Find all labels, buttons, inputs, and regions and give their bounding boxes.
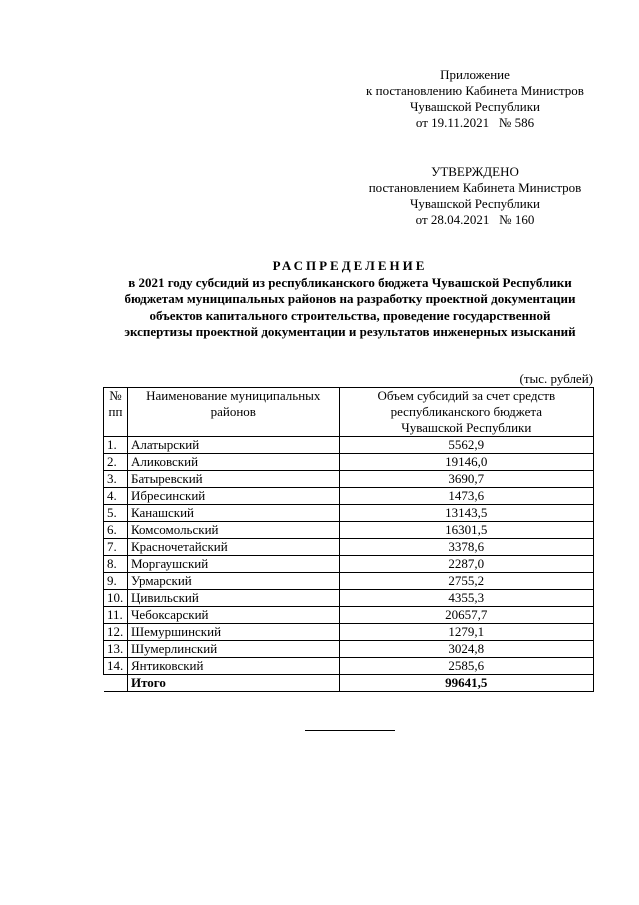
- row-value: 2755,2: [339, 573, 593, 590]
- header-num: [104, 388, 128, 437]
- appendix-line: от 19.11.2021 № 586: [415, 115, 535, 130]
- table-total-row: [104, 675, 594, 692]
- row-num: 8.: [104, 556, 128, 573]
- row-value: 1279,1: [339, 624, 593, 641]
- header-name-line: Наименование муниципальных: [146, 388, 321, 403]
- row-num: 6.: [104, 522, 128, 539]
- table-header-row: [104, 388, 594, 437]
- total-value: 99641,5: [339, 675, 593, 692]
- header-num-line: пп: [108, 404, 123, 419]
- row-value: 16301,5: [339, 522, 593, 539]
- table-row: [104, 556, 594, 573]
- row-name: Урмарский: [127, 573, 339, 590]
- table-row: [104, 590, 594, 607]
- row-value: 20657,7: [339, 607, 593, 624]
- row-name: Янтиковский: [127, 658, 339, 675]
- row-value: 13143,5: [339, 505, 593, 522]
- row-value: 2287,0: [339, 556, 593, 573]
- header-value-line: Объем субсидий за счет средств: [377, 388, 556, 403]
- appendix-header: [350, 67, 600, 131]
- row-value: 4355,3: [339, 590, 593, 607]
- row-name: Батыревский: [127, 471, 339, 488]
- row-value: 3378,6: [339, 539, 593, 556]
- row-num: 10.: [104, 590, 128, 607]
- header-num-line: №: [109, 388, 122, 403]
- appendix-line: Чувашской Республики: [409, 99, 541, 114]
- row-value: 2585,6: [339, 658, 593, 675]
- appendix-line: к постановлению Кабинета Министров: [366, 83, 584, 98]
- table-row: [104, 607, 594, 624]
- header-value-line: республиканского бюджета: [390, 404, 542, 419]
- row-num: 4.: [104, 488, 128, 505]
- table-row: [104, 624, 594, 641]
- row-value: 1473,6: [339, 488, 593, 505]
- row-num: 9.: [104, 573, 128, 590]
- row-num: 3.: [104, 471, 128, 488]
- table-row: [104, 437, 594, 454]
- title-line: бюджетам муниципальных районов на разработку проектной документации: [124, 291, 576, 306]
- header-value: [339, 388, 593, 437]
- row-name: Шемуршинский: [127, 624, 339, 641]
- row-name: Комсомольский: [127, 522, 339, 539]
- header-name-line: районов: [210, 404, 256, 419]
- row-name: Красночетайский: [127, 539, 339, 556]
- table-row: [104, 539, 594, 556]
- total-label: Итого: [127, 675, 339, 692]
- header-value-line: Чувашской Республики: [401, 420, 532, 435]
- table-row: [104, 505, 594, 522]
- header-name: [127, 388, 339, 437]
- title-line: объектов капитального строительства, проведение государственной: [149, 307, 551, 323]
- row-num: 7.: [104, 539, 128, 556]
- row-num: 11.: [104, 607, 128, 624]
- subsidy-table: [103, 387, 594, 692]
- table-row: [104, 488, 594, 505]
- table-row: [104, 454, 594, 471]
- approved-line: Чувашской Республики: [409, 196, 541, 211]
- table-row: [104, 471, 594, 488]
- row-num: 2.: [104, 454, 128, 471]
- row-value: 5562,9: [339, 437, 593, 454]
- appendix-line: Приложение: [440, 67, 510, 82]
- table-row: [104, 641, 594, 658]
- approved-line: постановлением Кабинета Министров: [368, 180, 582, 195]
- row-name: Цивильский: [127, 590, 339, 607]
- row-name: Моргаушский: [127, 556, 339, 573]
- units-label: (тыс. рублей): [519, 371, 593, 386]
- separator-line: [305, 730, 395, 731]
- document-title: [95, 258, 605, 341]
- row-name: Шумерлинский: [127, 641, 339, 658]
- row-name: Ибресинский: [127, 488, 339, 505]
- row-name: Алатырский: [127, 437, 339, 454]
- title-heading: РАСПРЕДЕЛЕНИЕ: [272, 258, 428, 273]
- table-row: [104, 658, 594, 675]
- table-row: [104, 522, 594, 539]
- row-value: 3690,7: [339, 471, 593, 488]
- row-num: 14.: [104, 658, 128, 675]
- row-value: 19146,0: [339, 454, 593, 471]
- table-row: [104, 573, 594, 590]
- row-num: 13.: [104, 641, 128, 658]
- approved-line: УТВЕРЖДЕНО: [431, 164, 519, 179]
- row-name: Аликовский: [127, 454, 339, 471]
- approved-line: от 28.04.2021 № 160: [415, 212, 535, 227]
- title-line: экспертизы проектной документации и результатов инженерных изысканий: [124, 324, 576, 339]
- row-num: 5.: [104, 505, 128, 522]
- row-num: 12.: [104, 624, 128, 641]
- row-name: Канашский: [127, 505, 339, 522]
- row-value: 3024,8: [339, 641, 593, 658]
- total-num: [104, 675, 128, 692]
- row-name: Чебоксарский: [127, 607, 339, 624]
- title-line: в 2021 году субсидий из республиканского бюджета Чувашской Республики: [128, 274, 572, 290]
- approved-header: [350, 164, 600, 228]
- row-num: 1.: [104, 437, 128, 454]
